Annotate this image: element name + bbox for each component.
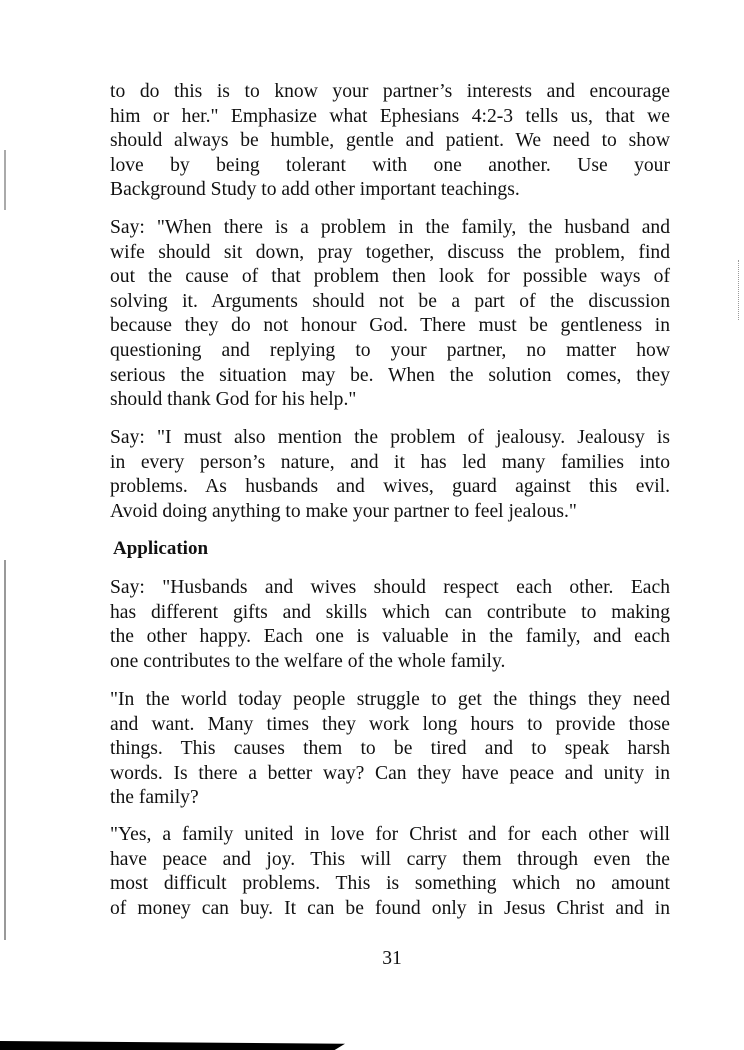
- paragraph-4: [110, 576, 670, 674]
- scan-edge-mark: [4, 150, 6, 210]
- text-line: because they do not honour God. There must be gentleness in: [110, 315, 670, 337]
- scan-edge-mark: [4, 560, 6, 940]
- scan-edge-mark: [738, 260, 740, 320]
- text-line: "Yes, a family united in love for Christ and for each other will: [110, 824, 670, 845]
- section-heading: Application: [113, 538, 209, 559]
- text-line: one contributes to the welfare of the whole family.: [110, 650, 506, 672]
- text-line: and want. Many times they work long hours to provide those: [110, 713, 670, 735]
- text-line: words. Is there a better way? Can they have peace and unity in: [110, 762, 670, 784]
- text-line: should always be humble, gentle and patient. We need to show: [110, 130, 670, 152]
- text-line: Background Study to add other important teachings.: [110, 179, 520, 201]
- text-line: problems. As husbands and wives, guard against this evil.: [110, 476, 670, 498]
- paragraph-6: [110, 823, 670, 921]
- text-line: out the cause of that problem then look for possible ways of: [110, 266, 670, 288]
- text-line: to do this is to know your partner’s interests and encourage: [110, 81, 670, 102]
- text-line: the family?: [110, 787, 199, 809]
- text-line: serious the situation may be. When the solution comes, they: [110, 364, 670, 386]
- text-line: has different gifts and skills which can contribute to making: [110, 601, 670, 623]
- paragraph-5: [110, 688, 670, 811]
- text-line: most difficult problems. This is something which no amount: [110, 873, 670, 895]
- text-line: solving it. Arguments should not be a part of the discussion: [110, 290, 670, 312]
- text-line: Say: "Husbands and wives should respect each other. Each: [110, 577, 670, 598]
- scan-bottom-bar: [0, 1041, 345, 1050]
- text-line: love by being tolerant with one another. Use your: [110, 154, 670, 176]
- text-line: have peace and joy. This will carry them through even the: [110, 848, 670, 870]
- text-line: Avoid doing anything to make your partner to feel jealous.": [110, 500, 577, 522]
- page-number: 31: [382, 948, 402, 969]
- text-line: the other happy. Each one is valuable in the family, and each: [110, 626, 670, 648]
- paragraph-2: [110, 216, 670, 413]
- text-line: wife should sit down, pray together, discuss the problem, find: [110, 241, 670, 263]
- paragraph-3: [110, 426, 670, 524]
- text-line: things. This causes them to be tired and to speak harsh: [110, 738, 670, 760]
- text-line: should thank God for his help.": [110, 389, 357, 411]
- text-line: questioning and replying to your partner, no matter how: [110, 339, 670, 361]
- text-line: in every person’s nature, and it has led many families into: [110, 451, 670, 473]
- text-line: "In the world today people struggle to get the things they need: [110, 689, 670, 710]
- text-line: Say: "I must also mention the problem of jealousy. Jealousy is: [110, 427, 670, 448]
- text-line: him or her." Emphasize what Ephesians 4:2-3 tells us, that we: [110, 105, 670, 127]
- text-line: of money can buy. It can be found only in Jesus Christ and in: [110, 897, 670, 919]
- paragraph-1: [110, 80, 670, 203]
- text-line: Say: "When there is a problem in the family, the husband and: [110, 217, 670, 238]
